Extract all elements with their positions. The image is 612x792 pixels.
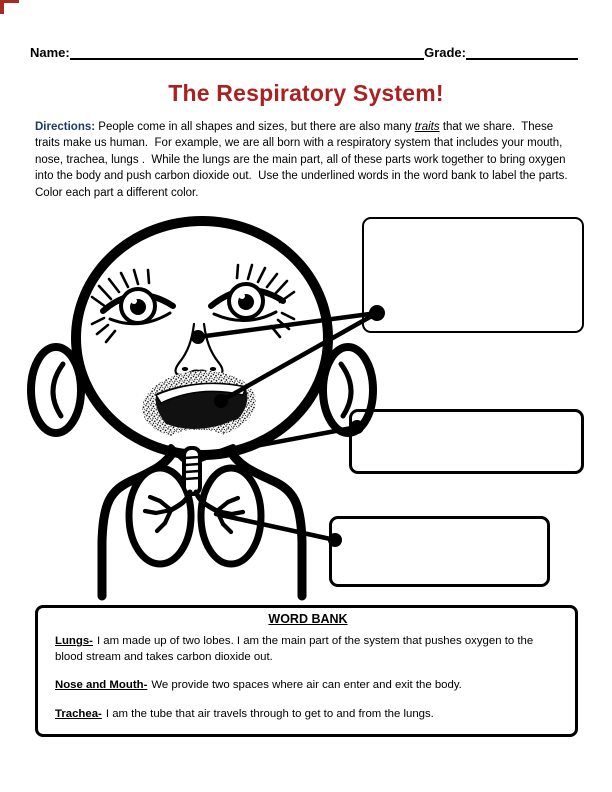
definition-lungs: I am made up of two lobes. I am the main part of the system that pushes oxygen to the blood stream and takes carbon dioxide out. — [55, 635, 534, 663]
label-box-lungs[interactable] — [329, 516, 550, 587]
traits-word: traits — [414, 121, 440, 133]
word-bank-entry-nose-and-mouth — [55, 678, 561, 693]
grade-label: Grade: — [424, 45, 466, 60]
directions-text-1: People come in all shapes and sizes, but there are also many — [95, 121, 415, 133]
directions-label: Directions: — [35, 121, 96, 133]
page-title: The Respiratory System! — [168, 80, 444, 106]
definition-nose-and-mouth: We provide two spaces where air can enter and exit the body. — [151, 679, 462, 692]
term-lungs: Lungs- — [55, 635, 93, 648]
word-bank-entry-lungs — [55, 634, 561, 665]
name-label: Name: — [30, 45, 70, 60]
definition-trachea: I am the tube that air travels through to get to and from the lungs. — [105, 707, 434, 720]
word-bank — [35, 605, 578, 737]
directions-text-2: that we share. These traits make us human. For example, we are all born with a respiratory system that includes your mouth, nose, trachea, lungs . While the lungs are the main part, all of these parts work together to bring oxygen into the body and push carbon dioxide out. Use the underlined words in the word bank to label the parts. Color each part a different color. — [35, 121, 574, 199]
term-trachea: Trachea- — [55, 707, 102, 720]
term-nose-and-mouth: Nose and Mouth- — [55, 679, 148, 692]
label-box-trachea[interactable] — [349, 409, 584, 474]
word-bank-heading: WORD BANK — [268, 612, 348, 626]
label-box-nose-and-mouth[interactable] — [362, 217, 584, 333]
word-bank-entry-trachea — [55, 707, 561, 722]
